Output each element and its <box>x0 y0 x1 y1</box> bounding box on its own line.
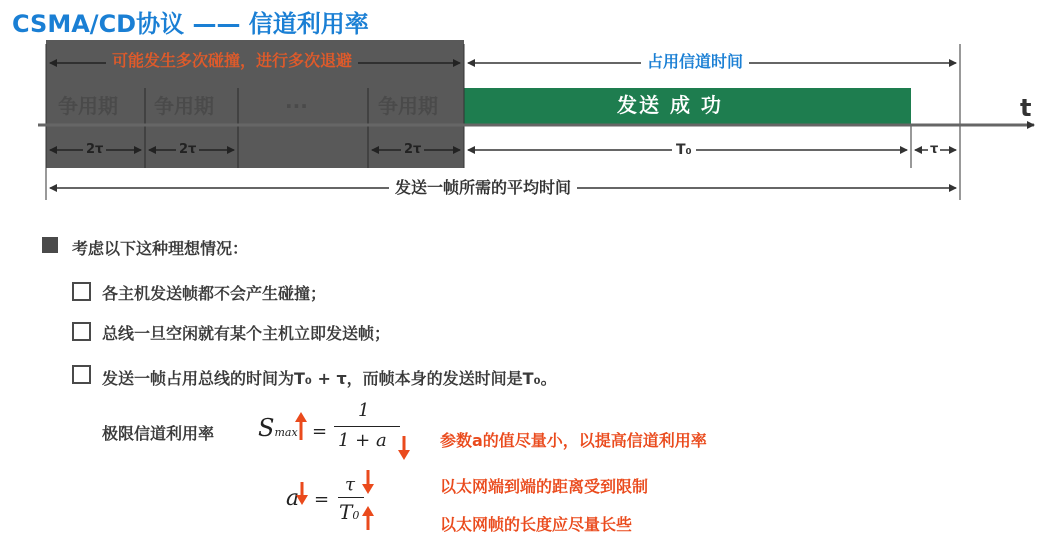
two-tau-label: 2τ <box>83 143 106 156</box>
axis-t-label: t <box>1020 94 1032 122</box>
arrow-up-icon <box>362 506 374 516</box>
fraction-denominator: 1 + a <box>338 430 387 451</box>
contention-period-label: 争用期 <box>58 94 118 118</box>
condition-item: 发送一帧占用总线的时间为T₀ + τ，而帧本身的发送时间是T₀。 <box>102 369 557 388</box>
note-param-a: 参数a的值尽量小，以提高信道利用率 <box>440 431 707 450</box>
collision-note: 可能发生多次碰撞，进行多次退避 <box>106 53 358 69</box>
t0-symbol: T0 <box>339 500 360 524</box>
arrow-up-icon <box>295 412 307 422</box>
fraction-numerator: 1 <box>358 400 370 421</box>
arrow-down-icon <box>296 495 308 505</box>
formula-label: 极限信道利用率 <box>102 424 215 443</box>
condition-item: 各主机发送帧都不会产生碰撞； <box>102 284 327 303</box>
equals-sign: = <box>314 489 330 510</box>
page-title: CSMA/CD协议 —— 信道利用率 <box>12 10 369 38</box>
tau-label: τ <box>930 142 939 157</box>
condition-item: 总线一旦空闲就有某个主机立即发送帧； <box>102 324 391 343</box>
t0-label: T₀ <box>672 143 696 157</box>
ellipsis: ··· <box>285 94 308 118</box>
note-distance: 以太网端到端的距离受到限制 <box>440 477 649 496</box>
occupy-label: 占用信道时间 <box>641 54 749 70</box>
contention-period-label: 争用期 <box>378 94 438 118</box>
equals-sign: = <box>312 421 328 442</box>
conditions-heading: 考虑以下这种理想情况： <box>72 239 249 258</box>
arrow-down-icon <box>398 450 410 460</box>
success-label: 发送 成 功 <box>617 93 723 117</box>
smax-symbol: Smax <box>258 414 298 442</box>
two-tau-label: 2τ <box>176 143 199 156</box>
two-tau-label: 2τ <box>401 143 424 156</box>
note-frame-length: 以太网帧的长度应尽量长些 <box>440 515 633 534</box>
avg-time-label: 发送一帧所需的平均时间 <box>389 180 577 196</box>
contention-period-label: 争用期 <box>154 94 214 118</box>
tau-symbol: τ <box>345 474 355 495</box>
arrow-down-icon <box>362 484 374 494</box>
a-symbol: a <box>286 486 300 511</box>
